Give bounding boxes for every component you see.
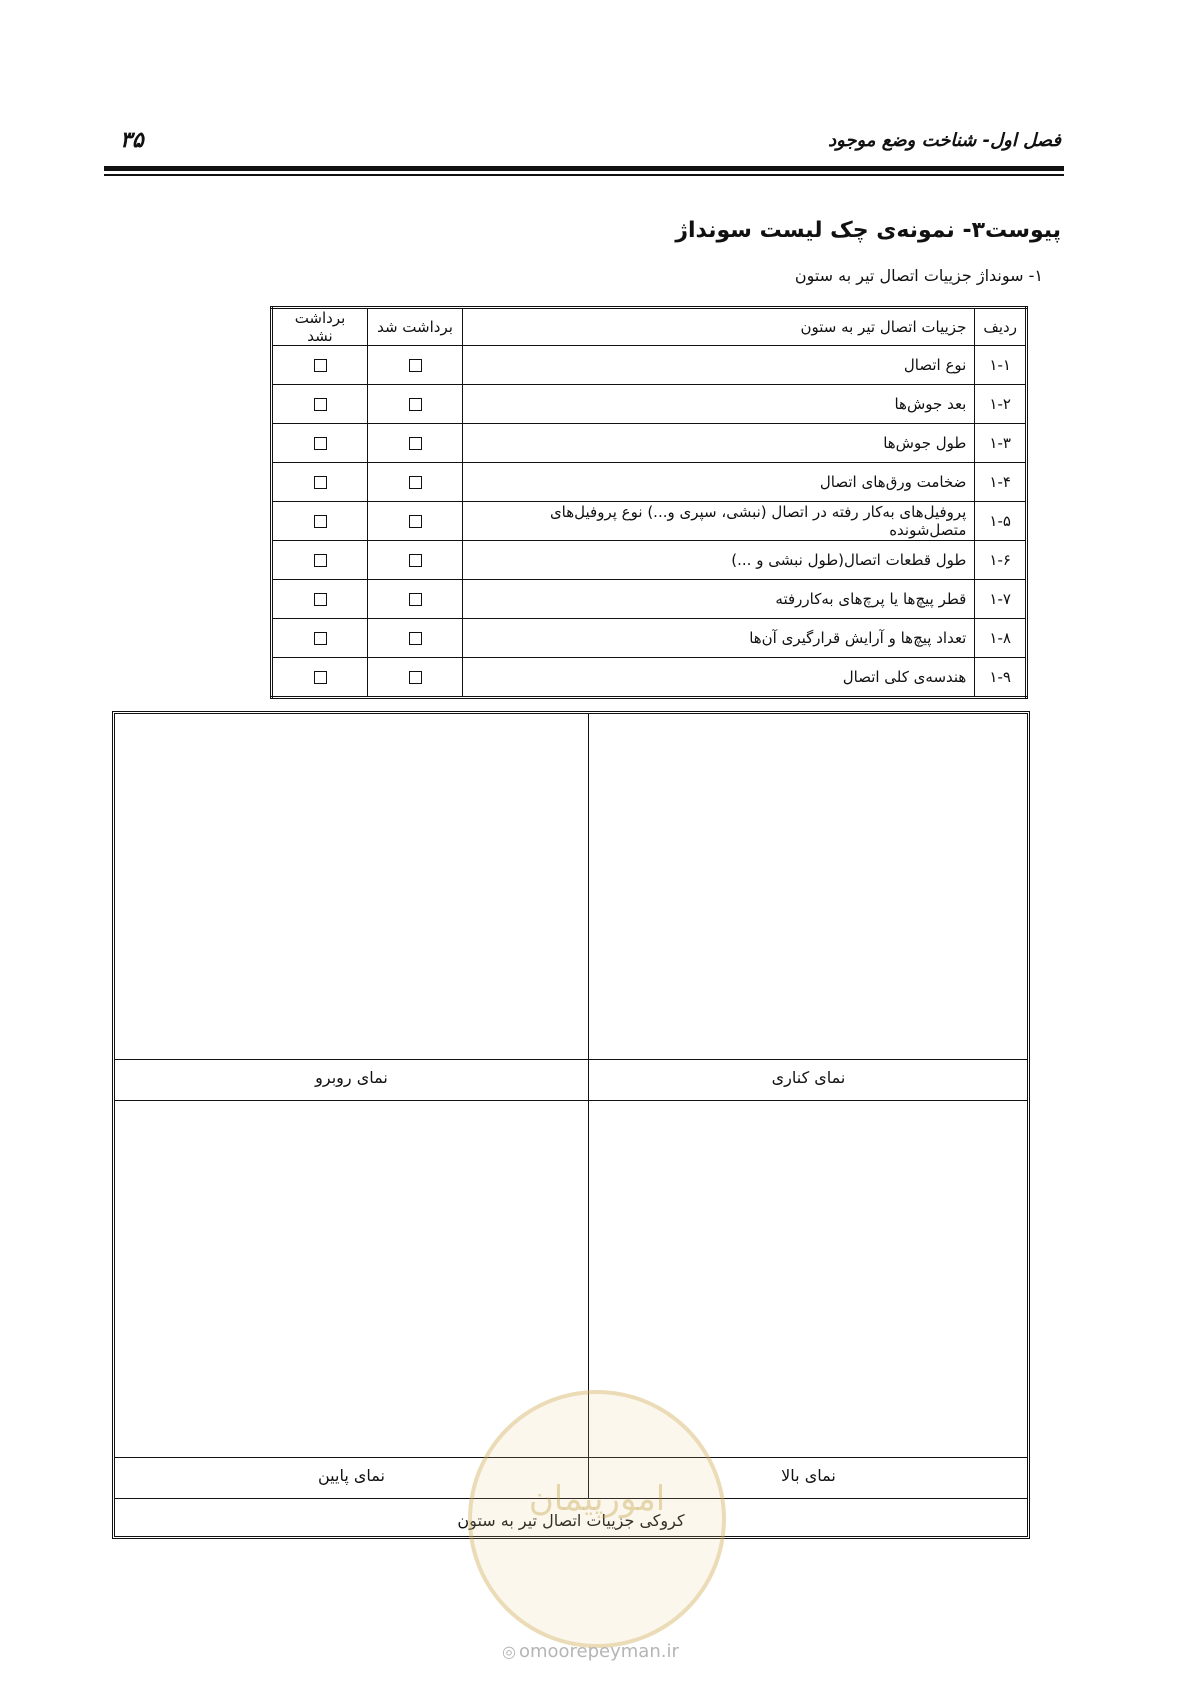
table-row [272,619,1027,658]
recorded-checkbox[interactable] [409,593,422,606]
side-view-label: نمای کناری [771,1068,846,1087]
row-description: پروفیل‌های به‌کار رفته در اتصال (نبشی، سپری و...) نوع پروفیل‌های متصل‌شونده [463,502,975,541]
bottom-view-label: نمای پایین [318,1466,385,1485]
checklist-table [270,306,1028,699]
sketch-caption: کروکی جزییات اتصال تیر به ستون [457,1511,685,1530]
recorded-checkbox[interactable] [409,632,422,645]
row-description: هندسه‌ی کلی اتصال [463,658,975,698]
not-recorded-checkbox[interactable] [314,671,327,684]
table-row [272,658,1027,698]
row-description: طول قطعات اتصال(طول نبشی و ...) [463,541,975,580]
header-description: جزییات اتصال تیر به ستون [463,308,975,346]
top-view-label: نمای بالا [781,1466,836,1485]
table-row [272,463,1027,502]
row-number: ۱-۱ [975,346,1027,385]
row-number: ۱-۴ [975,463,1027,502]
row-description: بعد جوش‌ها [463,385,975,424]
recorded-checkbox[interactable] [409,515,422,528]
row-number: ۱-۸ [975,619,1027,658]
table-row [272,541,1027,580]
header-row-number: ردیف [975,308,1027,346]
appendix-title: پیوست۳- نمونه‌ی چک لیست سونداژ [675,218,1061,243]
row-description: نوع اتصال [463,346,975,385]
website-watermark [502,1641,679,1662]
not-recorded-checkbox[interactable] [314,632,327,645]
table-row [272,502,1027,541]
header-rule-thin [104,174,1064,176]
row-description: تعداد پیچ‌ها و آرایش قرارگیری آن‌ها [463,619,975,658]
not-recorded-checkbox[interactable] [314,359,327,372]
row-number: ۱-۳ [975,424,1027,463]
recorded-checkbox[interactable] [409,437,422,450]
header-not-recorded: برداشت نشد [272,308,368,346]
not-recorded-checkbox[interactable] [314,593,327,606]
row-number: ۱-۵ [975,502,1027,541]
not-recorded-checkbox[interactable] [314,554,327,567]
website-text: omoorepeyman.ir [518,1641,679,1662]
table-row [272,385,1027,424]
views-divider-vertical [588,714,589,1498]
row-number: ۱-۶ [975,541,1027,580]
table-row [272,424,1027,463]
row-description: طول جوش‌ها [463,424,975,463]
watermark-text: امورپیمان [528,1479,666,1519]
page-number: ۳۵ [120,128,144,153]
recorded-checkbox[interactable] [409,476,422,489]
not-recorded-checkbox[interactable] [314,437,327,450]
recorded-checkbox[interactable] [409,398,422,411]
row-number: ۱-۲ [975,385,1027,424]
section-title: ۱- سونداژ جزییات اتصال تیر به ستون [794,266,1043,285]
table-header-row [272,308,1027,346]
table-row [272,346,1027,385]
chapter-title: فصل اول- شناخت وضع موجود [828,130,1061,151]
views-divider-1 [115,1059,1027,1060]
front-view-label: نمای روبرو [315,1068,388,1087]
not-recorded-checkbox[interactable] [314,515,327,528]
views-divider-2 [115,1100,1027,1101]
row-description: قطر پیچ‌ها یا پرچ‌های به‌کاررفته [463,580,975,619]
header-recorded: برداشت شد [368,308,463,346]
watermark-seal [468,1390,726,1648]
recorded-checkbox[interactable] [409,554,422,567]
table-row [272,580,1027,619]
not-recorded-checkbox[interactable] [314,476,327,489]
row-number: ۱-۷ [975,580,1027,619]
not-recorded-checkbox[interactable] [314,398,327,411]
recorded-checkbox[interactable] [409,671,422,684]
globe-icon: ◎ [502,1642,516,1661]
row-description: ضخامت ورق‌های اتصال [463,463,975,502]
recorded-checkbox[interactable] [409,359,422,372]
row-number: ۱-۹ [975,658,1027,698]
header-rule-thick [104,166,1064,171]
